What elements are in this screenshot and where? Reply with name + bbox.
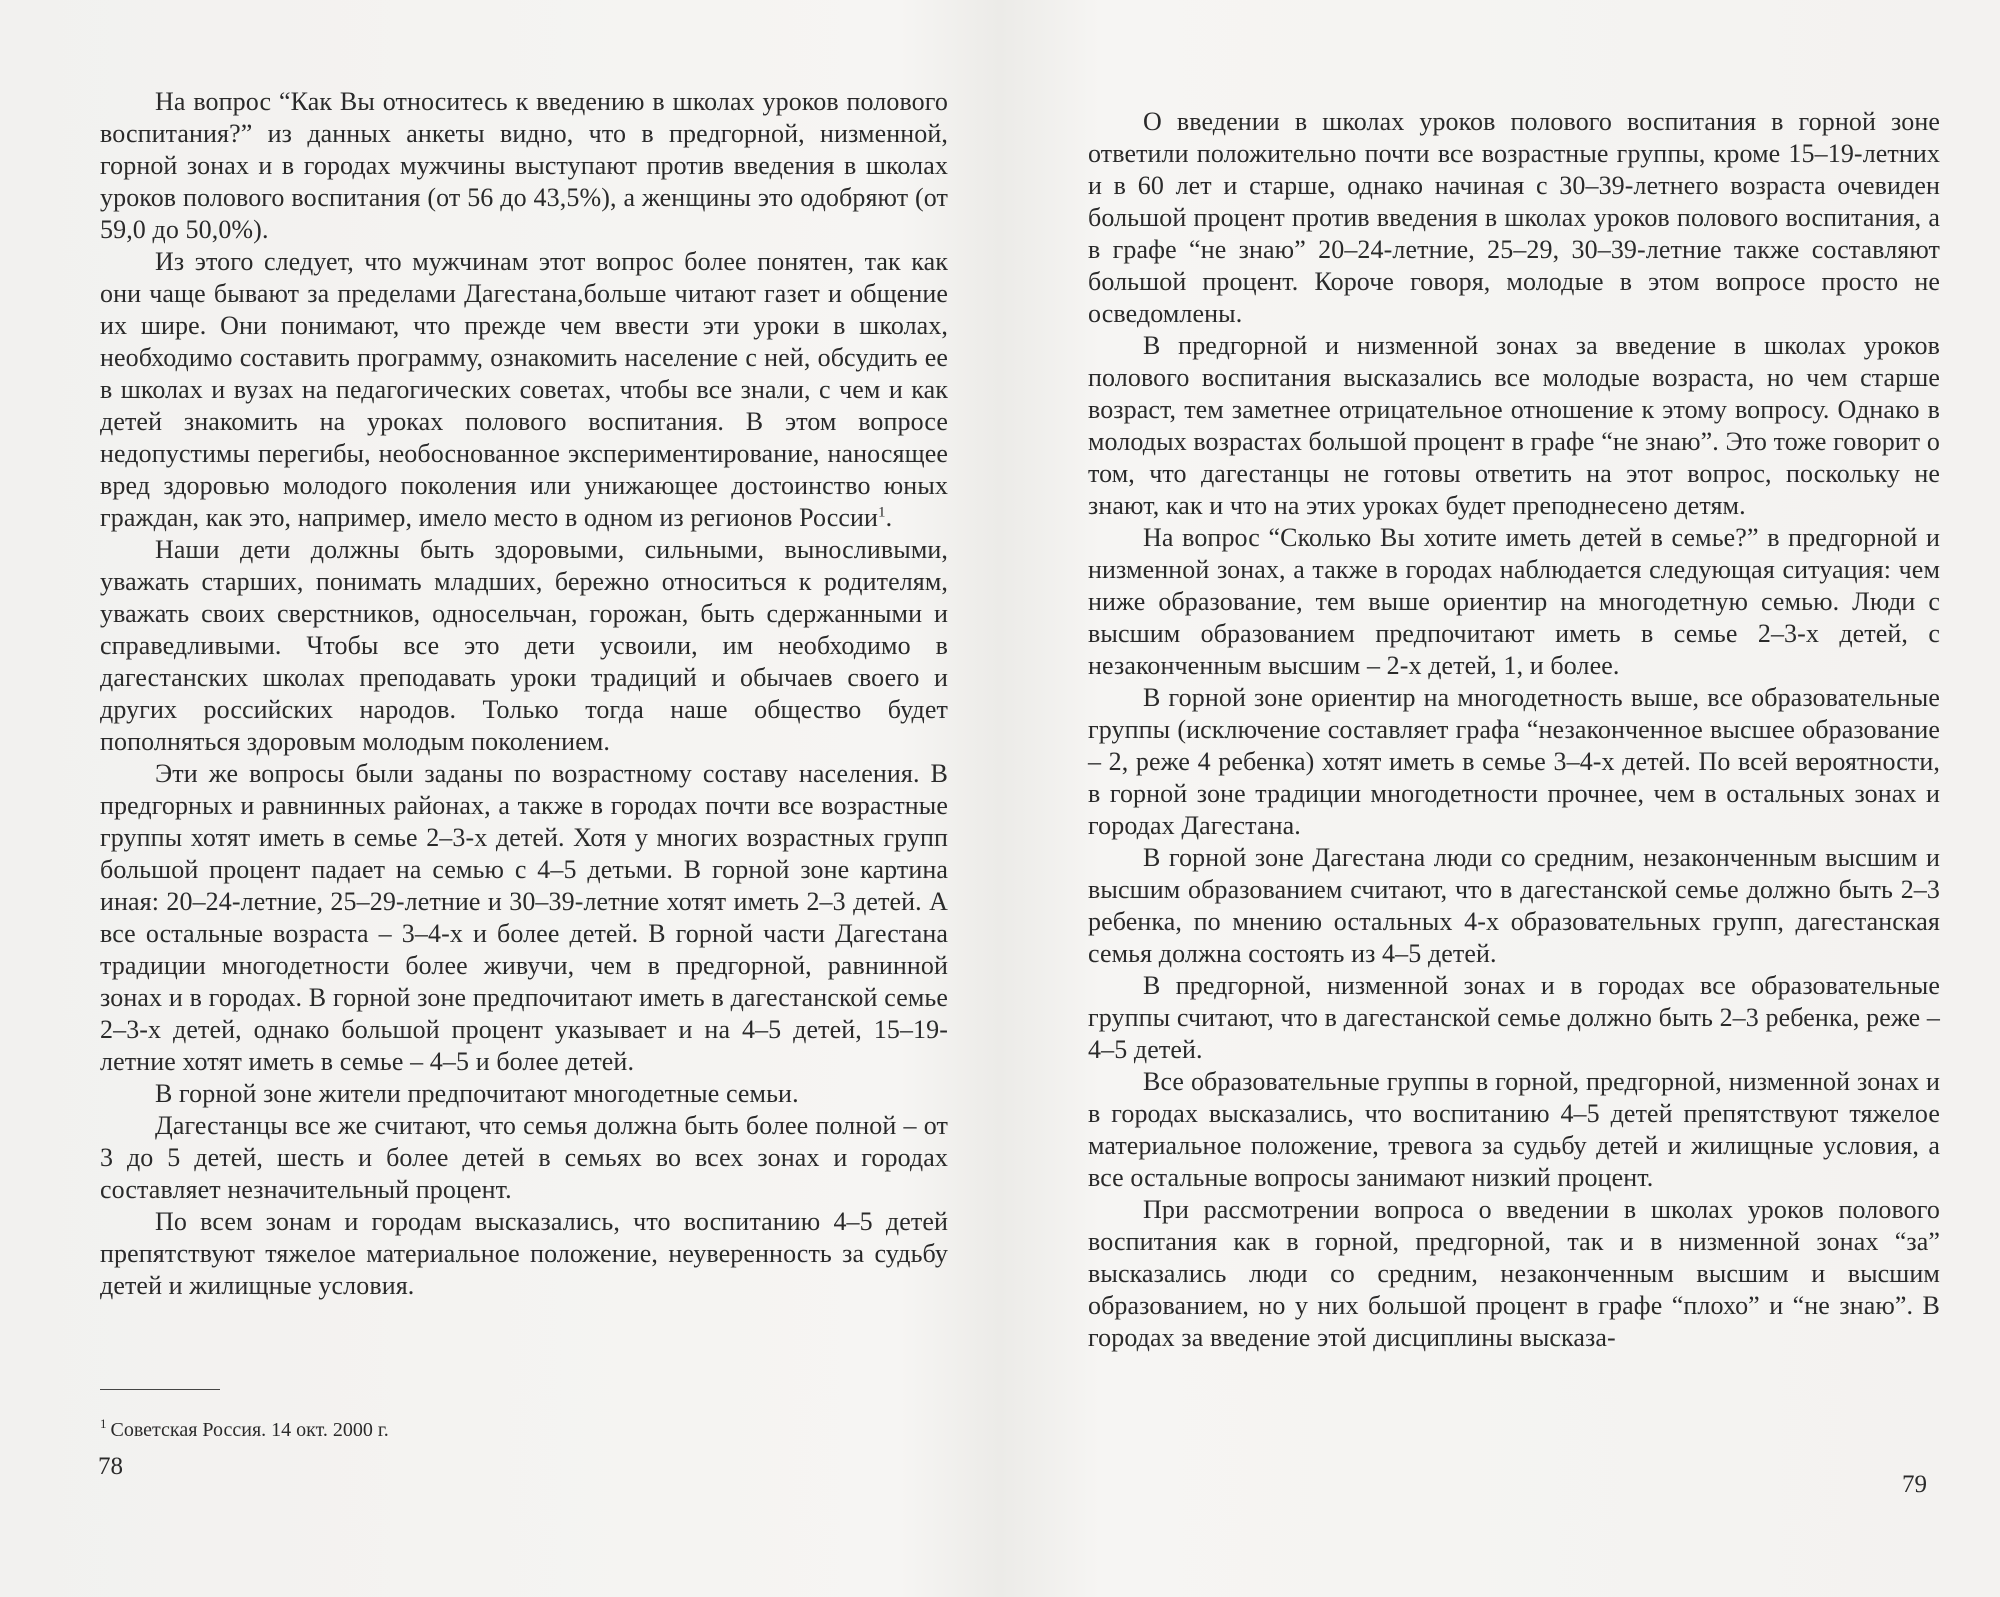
paragraph-text: Из этого следует, что мужчинам этот вопрос более понятен, так как они чаще бывают за пределами Дагестана,больше читают газет и общение их шире. Они понимают, что прежде чем ввести эти уроки в школах, необходимо составить программу, ознакомить население с ней, обсудить ее в школах и вузах на педагогических советах, чтобы все знали, с чем и как детей знакомить на уроках полового воспитания. В этом вопросе недопустимы перегибы, необоснованное экспериментирование, наносящее вред здоровью молодого поколения или унижающее достоинство юных граждан, как это, например, имело место в одном из регионов России [100, 247, 948, 532]
footnote-divider [100, 1389, 220, 1390]
paragraph: На вопрос “Сколько Вы хотите иметь детей в семье?” в предгорной и низменной зонах, а также в городах наблюдается следующая ситуация: чем ниже образование, тем выше ориентир на многодетную семью. Люди с высшим образованием предпочитают иметь в семье 2–3-х детей, с незаконченным высшим – 2-х детей, 1, и более. [1088, 523, 1940, 680]
page-number-left: 78 [98, 1453, 123, 1480]
left-page-body [100, 86, 948, 1302]
paragraph: Эти же вопросы были заданы по возрастному составу населения. В предгорных и равнинных районах, а также в городах почти все возрастные группы хотят иметь в семье 2–3-х детей. Хотя у многих возрастных групп большой процент падает на семью с 4–5 детьми. В горной зоне картина иная: 20–24-летние, 25–29-летние и 30–39-летние хотят иметь 2–3 детей. А все остальные возраста – 3–4-х и более детей. В горной части Дагестана традиции многодетности более живучи, чем в предгорной, равнинной зонах и в городах. В горной зоне предпочитают иметь в дагестанской семье 2–3-х детей, однако большой процент указывает и на 4–5 детей, 15–19-летние хотят иметь в семье – 4–5 и более детей. [100, 759, 948, 1076]
footnote [100, 1418, 948, 1442]
paragraph: В горной зоне Дагестана люди со средним, незаконченным высшим и высшим образованием считают, что в дагестанской семье должно быть 2–3 ребенка, по мнению остальных 4-х образовательных групп, дагестанская семья должна состоять из 4–5 детей. [1088, 843, 1940, 968]
paragraph: В горной зоне жители предпочитают многодетные семьи. [155, 1079, 799, 1108]
paragraph: При рассмотрении вопроса о введении в школах уроков полового воспитания как в горной, предгорной, так и в низменной зонах “за” высказались люди со средним, незаконченным высшим и высшим образованием, но у них большой процент в графе “плохо” и “не знаю”. В городах за введение этой дисциплины высказа- [1088, 1195, 1940, 1352]
paragraph: О введении в школах уроков полового воспитания в горной зоне ответили положительно почти все возрастные группы, кроме 15–19-летних и в 60 лет и старше, однако начиная с 30–39-летнего возраста очевиден большой процент против введения в школах уроков полового воспитания, а в графе “не знаю” 20–24-летние, 25–29, 30–39-летние также составляют большой процент. Короче говоря, молодые в этом вопросе просто не осведомлены. [1088, 107, 1940, 328]
paragraph: В горной зоне ориентир на многодетность выше, все образовательные группы (исключение составляет графа “незаконченное высшее образование – 2, реже 4 ребенка) хотят иметь в семье 3–4-х детей. По всей вероятности, в горной зоне традиции многодетности прочнее, чем в остальных зонах и городах Дагестана. [1088, 683, 1940, 840]
paragraph: В предгорной и низменной зонах за введение в школах уроков полового воспитания высказались все молодые возраста, но чем старше возраст, тем заметнее отрицательное отношение к этому вопросу. Однако в молодых возрастах большой процент в графе “не знаю”. Это тоже говорит о том, что дагестанцы не готовы ответить на этот вопрос, поскольку не знают, как и что на этих уроках будет преподнесено детям. [1088, 331, 1940, 520]
footnote-mark: 1 [100, 1416, 107, 1432]
right-page [1000, 0, 2000, 1597]
paragraph: Дагестанцы все же считают, что семья должна быть более полной – от 3 до 5 детей, шесть и более детей в семьях во всех зонах и городах составляет незначительный процент. [100, 1111, 948, 1204]
page-number-right: 79 [1902, 1471, 1927, 1498]
right-page-body [1088, 106, 1940, 1354]
paragraph: Все образовательные группы в горной, предгорной, низменной зонах и в городах высказались, что воспитанию 4–5 детей препятствуют тяжелое материальное положение, тревога за судьбу детей и жилищные условия, а все остальные вопросы занимают низкий процент. [1088, 1067, 1940, 1192]
paragraph: В предгорной, низменной зонах и в городах все образовательные группы считают, что в дагестанской семье должно быть 2–3 ребенка, реже – 4–5 детей. [1088, 971, 1940, 1064]
footnote-text: Советская Россия. 14 окт. 2000 г. [110, 1419, 389, 1441]
paragraph: Наши дети должны быть здоровыми, сильными, выносливыми, уважать старших, понимать младших, бережно относиться к родителям, уважать своих сверстников, односельчан, горожан, быть сдержанными и справедливыми. Чтобы все это дети усвоили, им необходимо в дагестанских школах преподавать уроки традиций и обычаев своего и других российских народов. Только тогда наше общество будет пополняться здоровым молодым поколением. [100, 535, 948, 756]
paragraph: На вопрос “Как Вы относитесь к введению в школах уроков полового воспитания?” из данных анкеты видно, что в предгорной, низменной, горной зонах и в городах мужчины выступают против введения в школах уроков полового воспитания (от 56 до 43,5%), а женщины это одобряют (от 59,0 до 50,0%). [100, 87, 948, 244]
paragraph: По всем зонам и городам высказались, что воспитанию 4–5 детей препятствуют тяжелое материальное положение, неуверенность за судьбу детей и жилищные условия. [100, 1207, 948, 1300]
footnote-reference: 1 [878, 504, 886, 521]
paragraph-with-footnote: Из этого следует, что мужчинам этот вопрос более понятен, так как они чаще бывают за пределами Дагестана,больше читают газет и общение их шире. Они понимают, что прежде чем ввести эти уроки в школах, необходимо составить программу, ознакомить население с ней, обсудить ее в школах и вузах на педагогических советах, чтобы все знали, с чем и как детей знакомить на уроках полового воспитания. В этом вопросе недопустимы перегибы, необоснованное экспериментирование, наносящее вред здоровью молодого поколения или унижающее достоинство юных граждан, как это, например, имело место в одном из регионов России$^1$. [100, 247, 948, 532]
